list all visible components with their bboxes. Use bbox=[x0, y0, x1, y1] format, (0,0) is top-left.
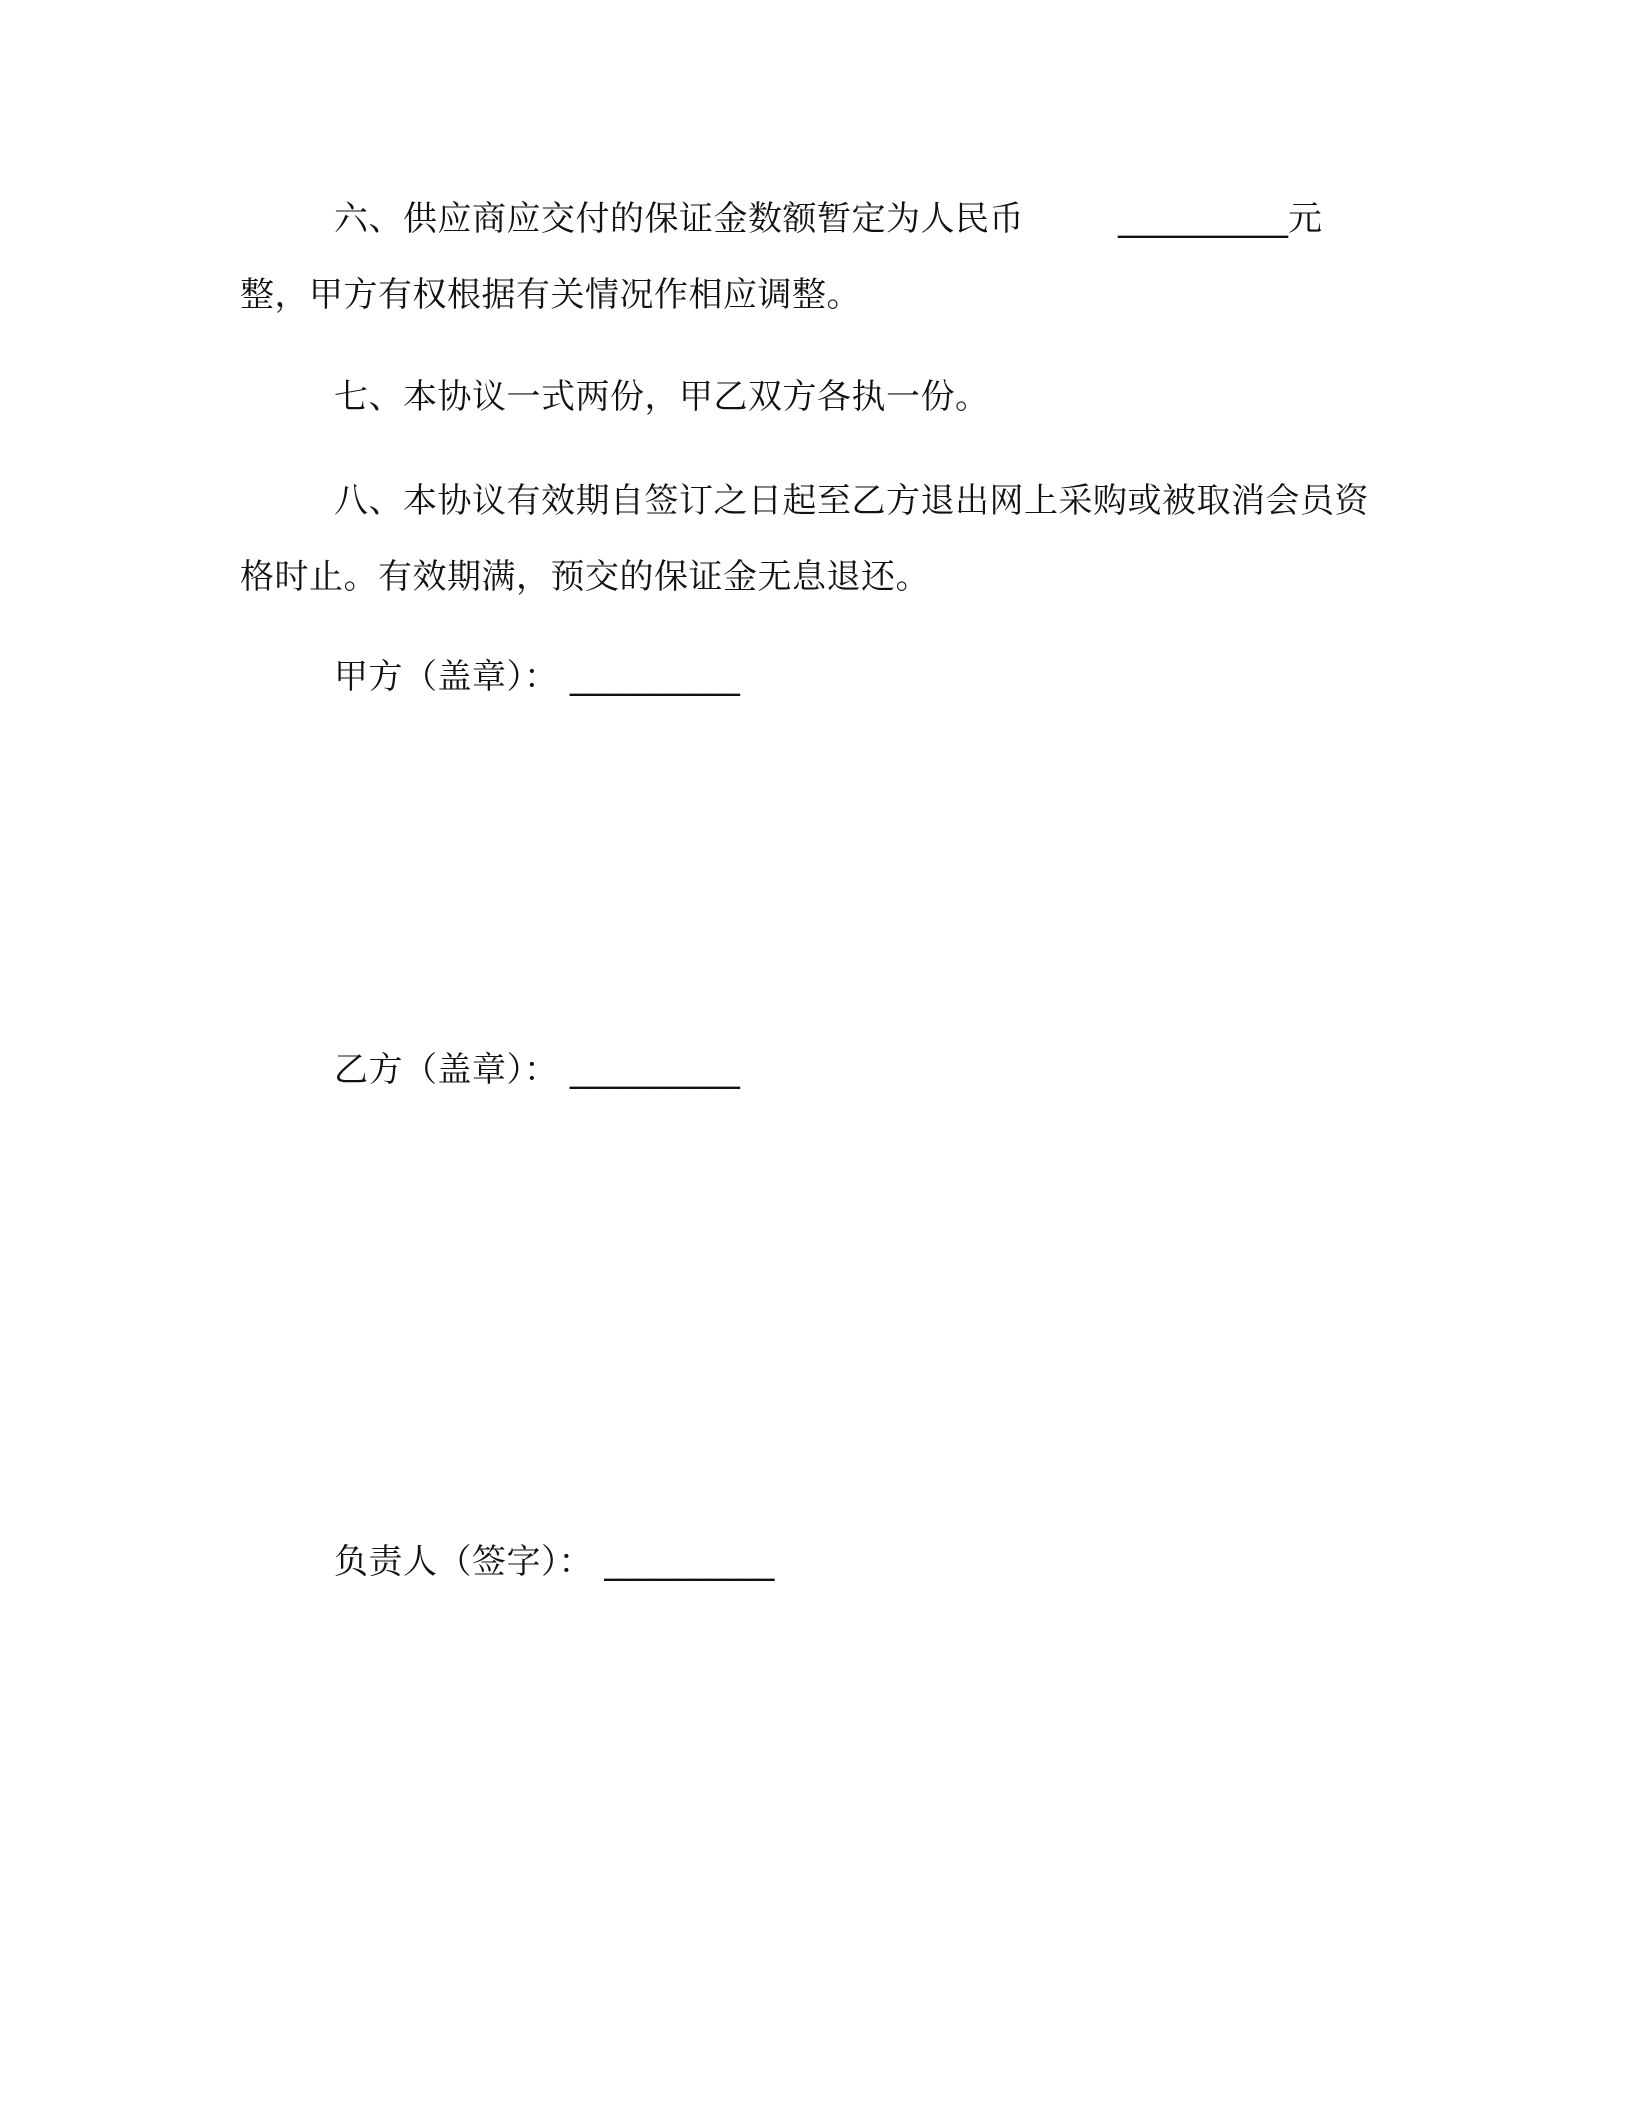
responsible-label: 负责人（签字）： bbox=[334, 1542, 593, 1582]
party-a-blank: __________ bbox=[569, 657, 740, 697]
deposit-amount-blank: __________ bbox=[1118, 199, 1288, 239]
item-6-text-after: 元整，甲方有权根据有关情况作相应调整。 bbox=[240, 199, 1323, 315]
paragraph-item-8: 八、本协议有效期自签订之日起至乙方退出网上采购或被取消会员资格时止。有效期满，预交的保证金无息退还。 bbox=[240, 481, 1369, 597]
signature-party-b bbox=[334, 1045, 740, 1095]
party-a-label: 甲方（盖章）： bbox=[334, 657, 559, 697]
paragraph-item-6 bbox=[240, 181, 1375, 333]
responsible-blank: __________ bbox=[604, 1542, 775, 1582]
party-b-blank: __________ bbox=[569, 1050, 740, 1090]
signature-responsible bbox=[334, 1537, 774, 1587]
item-6-text-before: 六、供应商应交付的保证金数额暂定为人民币 bbox=[334, 199, 1024, 239]
party-b-label: 乙方（盖章）： bbox=[334, 1050, 559, 1090]
signature-party-a bbox=[334, 652, 740, 702]
paragraph-item-7: 七、本协议一式两份，甲乙双方各执一份。 bbox=[334, 377, 990, 417]
